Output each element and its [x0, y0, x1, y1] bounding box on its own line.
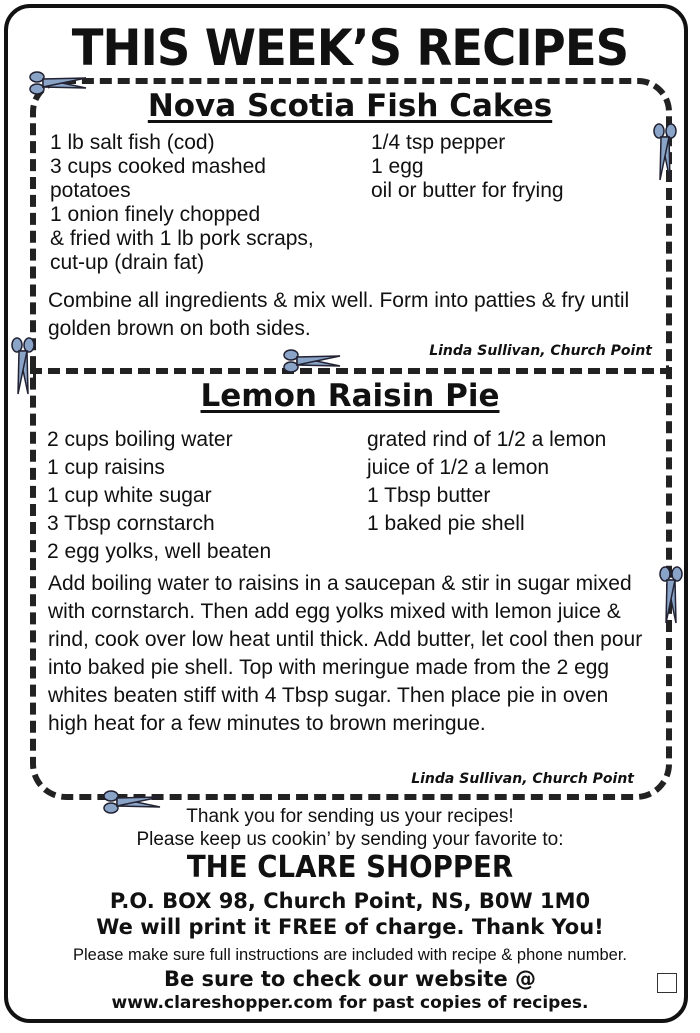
recipe-credit: Linda Sullivan, Church Point — [429, 343, 652, 359]
ingredient-item: 2 cups boiling water — [47, 428, 233, 451]
ingredient-item: juice of 1/2 a lemon — [367, 456, 550, 479]
ingredient-item: 1 Tbsp butter — [367, 484, 491, 507]
ingredient-item: 1 cup white sugar — [47, 484, 212, 507]
ingredients-right — [367, 426, 657, 538]
ingredient-item: 2 egg yolks, well beaten — [47, 540, 272, 563]
ingredient-item: grated rind of 1/2 a lemon — [367, 428, 607, 451]
recipe-credit: Linda Sullivan, Church Point — [411, 771, 634, 787]
recipe-title: Nova Scotia Fish Cakes — [147, 88, 553, 124]
ingredient-item: 1/4 tsp pepper — [371, 131, 506, 154]
footer-thanks: Thank you for sending us your recipes! — [186, 806, 514, 827]
recipe-instructions: Combine all ingredients & mix well. Form into patties & fry until golden brown on both sides. — [48, 289, 630, 340]
ingredients-left — [50, 131, 370, 275]
page-title: THIS WEEK’S RECIPES — [71, 19, 629, 77]
ingredient-item: 1 cup raisins — [47, 456, 165, 479]
ingredient-item: 1 onion finely chopped & fried with 1 lb pork scraps, cut-up (drain fat) — [50, 203, 314, 274]
scissors-icon — [650, 122, 680, 182]
scissors-icon — [656, 565, 686, 625]
ingredients-right — [371, 131, 661, 203]
recipe-title: Lemon Raisin Pie — [200, 378, 500, 414]
website-line: www.clareshopper.com for past copies of recipes. — [111, 993, 589, 1013]
ingredient-item: 1 baked pie shell — [367, 512, 525, 535]
recipe-instructions: Add boiling water to raisins in a saucepan & stir in sugar mixed with cornstarch. Then add egg yolks mixed with lemon juice & rind, cook over low heat until thick. Add butter, let cool then pour into baked pie shell. Top with meringue made from the 2 egg whites beaten stiff with 4 Tbsp sugar. Then place pie in oven high heat for a few minutes to brown meringue. — [48, 572, 643, 735]
scissors-icon — [8, 336, 38, 396]
ingredient-item: 1 egg — [371, 155, 424, 178]
ingredients-left — [47, 426, 367, 566]
ingredient-item: 3 Tbsp cornstarch — [47, 512, 215, 535]
mailing-address: P.O. BOX 98, Church Point, NS, B0W 1M0 — [109, 889, 591, 913]
checkbox-icon — [657, 973, 677, 993]
free-print-note: We will print it FREE of charge. Thank You! — [96, 915, 604, 939]
instructions-note: Please make sure full instructions are included with recipe & phone number. — [73, 946, 627, 964]
ingredient-item: oil or butter for frying — [371, 179, 564, 202]
publication-name: THE CLARE SHOPPER — [186, 850, 514, 885]
scissors-icon — [282, 346, 342, 376]
website-cta: Be sure to check our website @ — [163, 967, 537, 991]
scissors-icon — [28, 68, 88, 98]
footer-keep-cooking: Please keep us cookin’ by sending your favorite to: — [136, 829, 564, 850]
ingredient-item: 1 lb salt fish (cod) — [50, 131, 215, 154]
ingredient-item: 3 cups cooked mashed potatoes — [50, 155, 266, 202]
